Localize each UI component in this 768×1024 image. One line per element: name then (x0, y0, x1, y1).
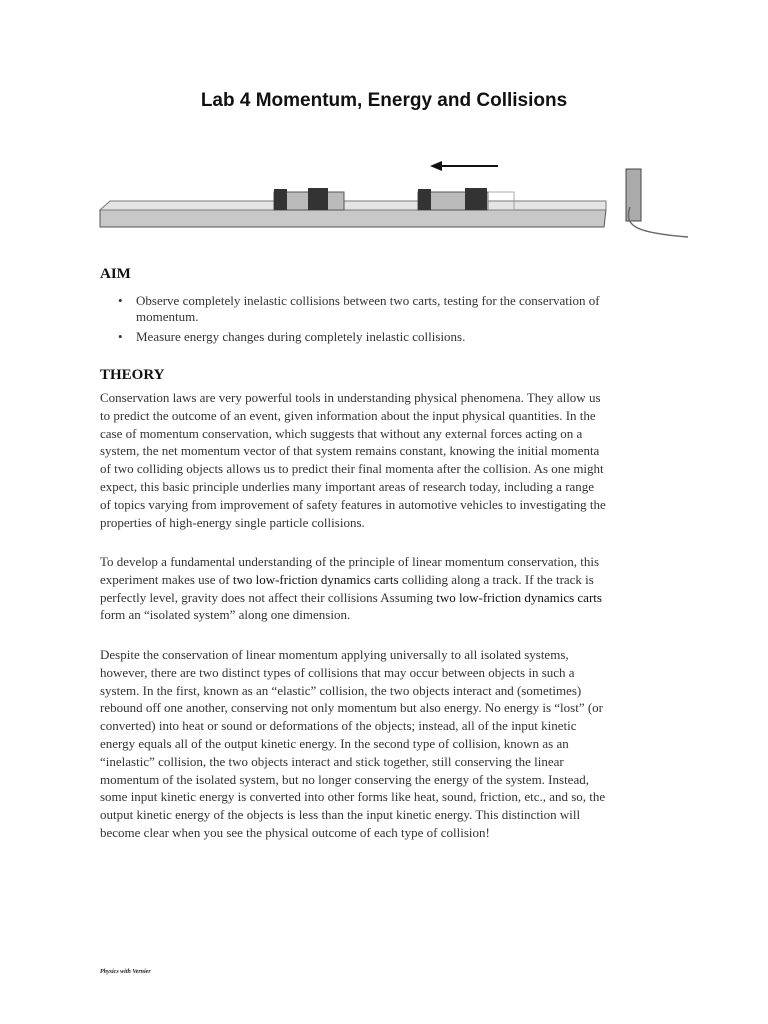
text-line: Conservation laws are very powerful tools in understanding physical phenomena. They allow us (100, 390, 601, 405)
text-line: Despite the conservation of linear momentum applying universally to all isolated systems, (100, 647, 569, 662)
highlighted-phrase: two low-friction dynamics carts (232, 571, 399, 587)
theory-paragraph-1 (100, 389, 606, 531)
text-line: become clear when you see the physical outcome of each type of collision! (100, 824, 490, 840)
text-line: system. In the first, known as an “elastic” collision, the two objects interact and (sometimes) (100, 682, 582, 698)
arrow-left-icon (430, 161, 498, 171)
track (100, 201, 606, 227)
cart-track-figure (98, 155, 688, 240)
text-line: expect, this basic principle underlies many important areas of research today, including a range (100, 478, 595, 494)
text-line: however, there are two distinct types of collisions that may occur between objects in such a (100, 664, 575, 680)
bullet-text: momentum. (136, 309, 199, 324)
theory-paragraph-2 (100, 553, 602, 624)
list-item (100, 329, 600, 345)
bullet-text: Measure energy changes during completely inelastic collisions. (136, 329, 466, 344)
text-line (100, 589, 602, 607)
text-line: momentum of the isolated system, but no longer conserving the energy of the system. Instead, (100, 771, 589, 787)
aim-heading: AIM (100, 266, 131, 282)
page-footer: Physics with Vernier (100, 969, 151, 975)
text-line: of topics varying from improvement of safety features in automotive vehicles to investigating the (100, 496, 606, 512)
motion-detector (626, 169, 688, 237)
text-line: To develop a fundamental understanding of the principle of linear momentum conservation, this (100, 554, 600, 569)
text-line: properties of high-energy single particle collisions. (100, 514, 365, 530)
text-line: system, the net momentum vector of that system remains constant, knowing the initial momenta (100, 443, 600, 459)
aim-list (100, 293, 600, 349)
text-line: to predict the outcome of an event, given information about the input physical quantities. In the (100, 407, 596, 423)
text-line: some input kinetic energy is converted into other forms like heat, sound, friction, etc., and so, the (100, 789, 606, 805)
page-title: Lab 4 Momentum, Energy and Collisions (200, 90, 568, 111)
text-line: rebound off one another, conserving not only momentum but also energy. No energy is “lost” (or (100, 700, 604, 716)
text-span: colliding along a track. If the track is (398, 571, 594, 587)
text-line: output kinetic energy of the objects is less than the input kinetic energy. This distinction will (100, 807, 581, 823)
text-line (100, 571, 602, 589)
text-span: perfectly level, gravity does not affect their collisions Assuming (100, 589, 437, 605)
text-line: energy equals all of the output kinetic energy. In the second type of collision, known as an (100, 735, 569, 751)
text-line: “inelastic” collision, the two objects interact and stick together, still conserving the linear (100, 753, 564, 769)
text-line: converted) into heat or sound or deformations of the objects; instead, all of the input kinetic (100, 718, 577, 734)
text-line: form an “isolated system” along one dimension. (100, 607, 351, 623)
list-item (100, 293, 600, 325)
highlighted-phrase: two low-friction dynamics carts (436, 589, 602, 605)
theory-paragraph-3 (100, 646, 605, 842)
bullet-text: Observe completely inelastic collisions between two carts, testing for the conservation of (136, 293, 600, 308)
text-line: case of momentum conservation, which suggests that without any external forces acting on a (100, 425, 583, 441)
theory-heading: THEORY (100, 367, 165, 383)
text-span: experiment makes use of (100, 571, 233, 587)
text-line: of two colliding objects allows us to predict their final momenta after the collision. As one might (100, 461, 604, 477)
cart-1 (274, 188, 344, 210)
